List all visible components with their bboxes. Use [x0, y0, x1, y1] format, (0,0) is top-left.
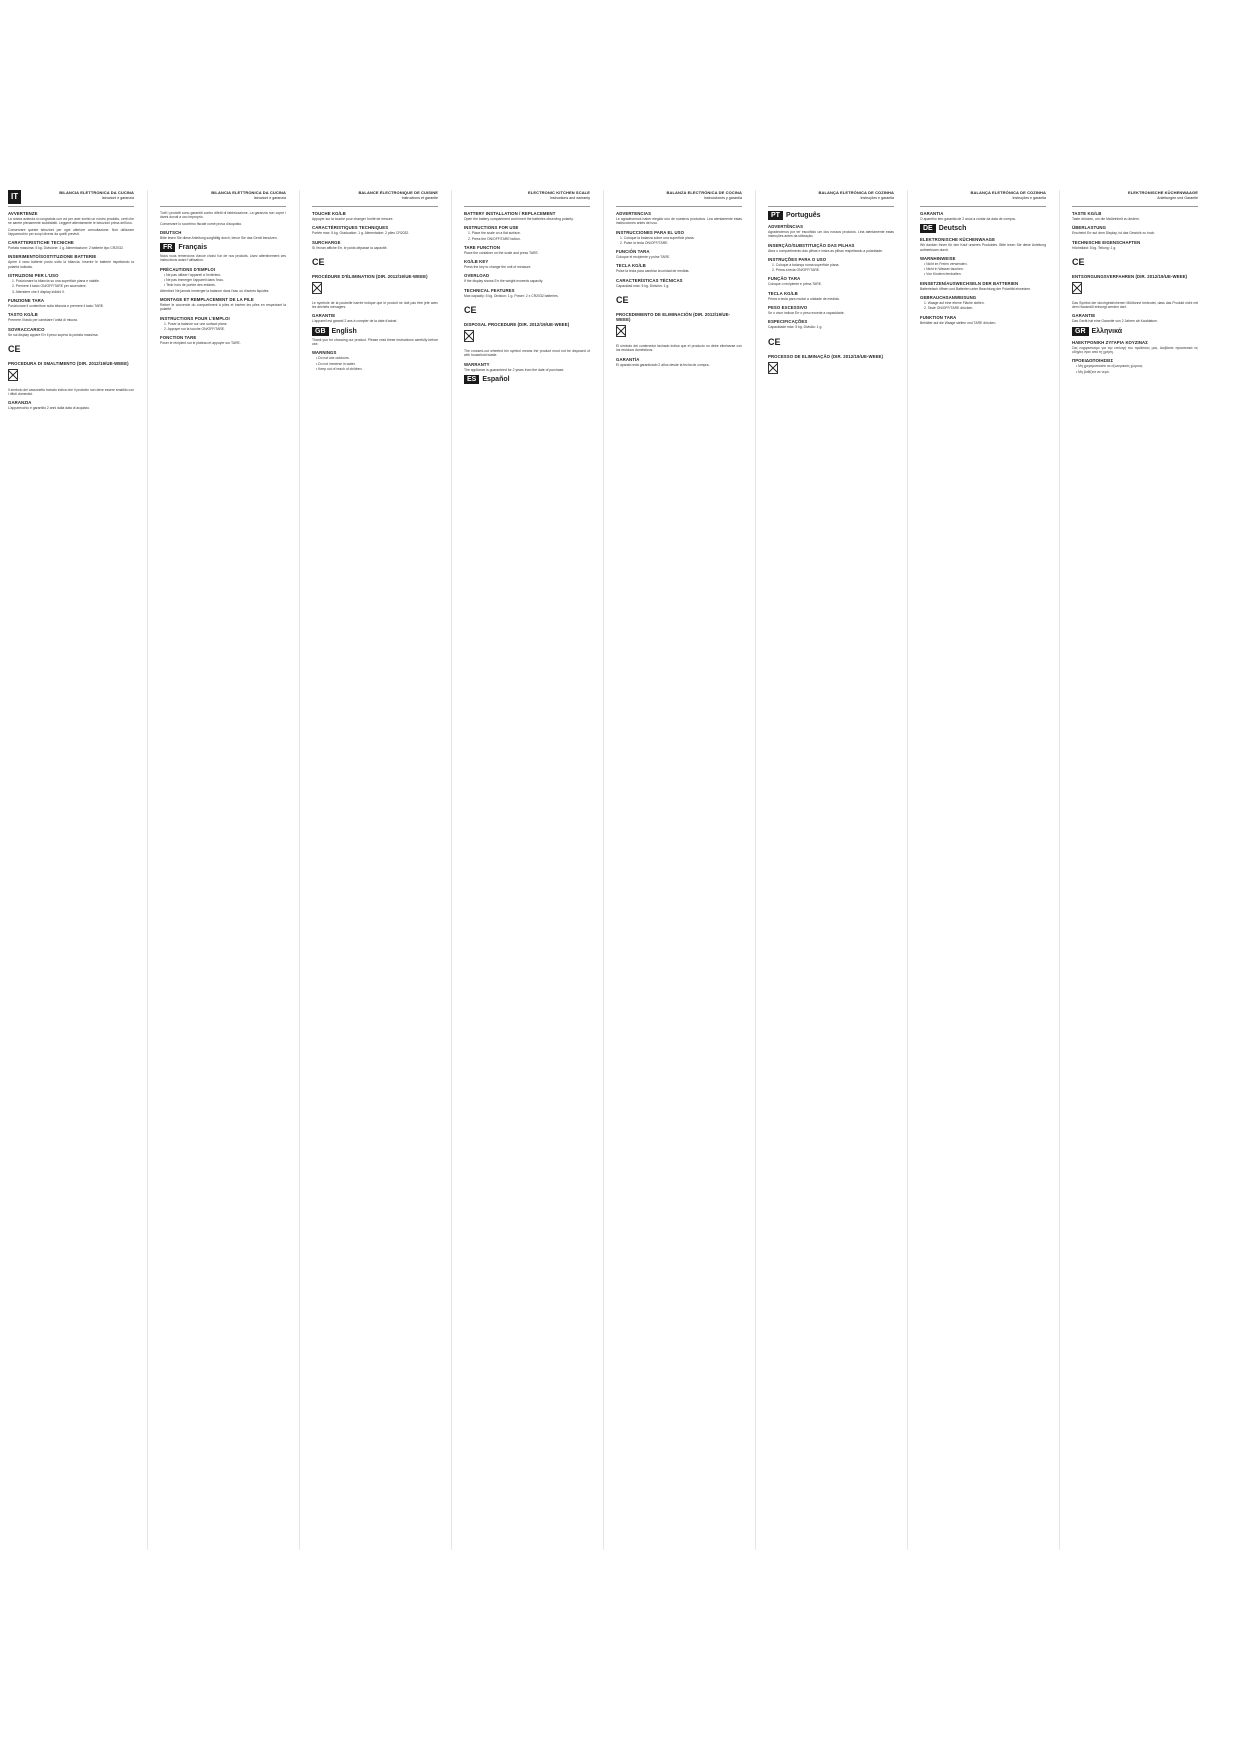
ce-mark-icon: CE: [312, 256, 325, 267]
header-title: ELEKTRONISCHE KÜCHENWAAGE: [1127, 190, 1198, 195]
section-heading: ÜBERLASTUNG: [1072, 225, 1107, 231]
section-heading: ADVERTENCIAS: [616, 211, 652, 216]
list-item: • Von Kindern fernhalten.: [924, 272, 962, 277]
paragraph: Appuyer sur la touche pour changer l'unité de mesure.: [312, 217, 394, 221]
header-subtitle: Instructions et garantie: [401, 196, 438, 200]
paragraph: Prima a tecla para mudar a unidade de medida.: [768, 296, 840, 301]
language-heading: [464, 375, 590, 384]
language-label: Português: [785, 212, 821, 219]
language-code: GR: [1072, 327, 1089, 336]
weee-bin-icon: [616, 325, 626, 337]
leaflet-sheet: [0, 190, 1241, 1550]
section-heading: TASTE KG/LB: [1072, 211, 1102, 216]
list-item: 2. Press the ON/OFF/TARE button.: [468, 236, 521, 241]
list-item: • Tenir hors de portée des enfants.: [164, 283, 216, 288]
paragraph: Höchstlast: 5 kg. Teilung: 1 g.: [1072, 245, 1117, 250]
section-heading: TASTO KG/LB: [8, 312, 38, 318]
section-heading: FUNÇÃO TARA: [768, 276, 801, 282]
header-subtitle: Anleitungen und Garantie: [1157, 196, 1198, 200]
fold-line: [755, 190, 756, 1550]
section-heading: TARE FUNCTION: [464, 244, 501, 250]
column-header: [8, 190, 134, 207]
section-heading: INSTRUCTIONS FOR USE: [464, 225, 519, 231]
paragraph: The crossed-out wheeled bin symbol means the product must not be disposed of with household waste.: [464, 349, 590, 358]
language-heading: [312, 327, 438, 336]
list-item: • Nicht im Freien verwenden.: [924, 261, 968, 266]
language-label: Deutsch: [938, 225, 967, 233]
section-heading: INSERÇÃO/SUBSTITUIÇÃO DAS PILHAS: [768, 242, 855, 248]
page-column: [616, 190, 742, 1550]
paragraph: El símbolo del contenedor tachado indica que el producto no debe eliminarse con los residuos domésticos.: [616, 344, 742, 353]
paragraph: L'apparecchio è garantito 2 anni dalla data di acquisto.: [8, 406, 90, 411]
paragraph: Abra o compartimento das pilhas e insira as pilhas respeitando a polaridade.: [768, 248, 883, 253]
language-label: English: [331, 327, 357, 335]
section-heading: GARANTIA: [920, 211, 944, 216]
header-title: BALANZA ELECTRÓNICA DE COCINA: [666, 190, 742, 195]
language-code: GB: [312, 327, 329, 336]
page-column: [920, 190, 1046, 1550]
language-label: Ελληνικά: [1091, 327, 1123, 335]
section-heading: TECLA KG/LB: [768, 290, 798, 296]
list-item: 1. Poser la balance sur une surface plane.: [164, 321, 228, 326]
paragraph: Bitte lesen Sie diese Anleitung sorgfältig durch, bevor Sie das Gerät benutzen.: [160, 235, 278, 240]
column-header: [768, 190, 894, 207]
list-item: • Nicht in Wasser tauchen.: [924, 267, 964, 272]
section-heading: ΗΛΕΚΤΡΟΝΙΚΗ ΖΥΓΑΡΙΑ ΚΟΥΖΙΝΑΣ: [1072, 339, 1148, 345]
paragraph: Erscheint Err auf dem Display, ist das Gewicht zu hoch.: [1072, 231, 1156, 236]
list-item: 1. Place the scale on a flat surface.: [468, 231, 521, 236]
column-header: [160, 190, 286, 207]
list-item: 2. Prima a tecla ON/OFF/TARE.: [772, 268, 820, 273]
section-heading: PROCÉDURE D'ÉLIMINATION (DIR. 2012/19/UE-WEEE): [312, 273, 428, 279]
weee-bin-icon: [312, 282, 322, 294]
section-heading: BATTERY INSTALLATION / REPLACEMENT: [464, 211, 556, 216]
paragraph: Si l'écran affiche Err, le poids dépasse la capacité.: [312, 245, 388, 250]
section-heading: FUNKTION TARA: [920, 314, 957, 320]
section-heading: DEUTSCH: [160, 229, 182, 235]
paragraph: Attention! Ne jamais immerger la balance dans l'eau ou d'autres liquides.: [160, 288, 270, 293]
paragraph: Conservare lo scontrino fiscale come prova d'acquisto.: [160, 221, 243, 226]
list-item: 1. Posizionare la bilancia su una superficie piana e stabile.: [12, 279, 100, 284]
page-column: [768, 190, 894, 1550]
section-heading: INSTRUCCIONES PARA EL USO: [616, 229, 685, 235]
header-title: BILANCIA ELETTRONICA DA CUCINA: [59, 190, 134, 195]
header-title: BALANÇA ELETRÓNICA DE COZINHA: [818, 190, 894, 195]
section-heading: ADVERTÊNCIAS: [768, 224, 804, 229]
language-label: Français: [178, 244, 208, 252]
paragraph: Coloque el recipiente y pulse TARE.: [616, 255, 671, 260]
section-heading: DISPOSAL PROCEDURE (DIR. 2012/19/UE-WEEE): [464, 322, 570, 328]
language-code: FR: [160, 243, 175, 252]
ce-mark-icon: CE: [768, 336, 781, 347]
ce-mark-icon: CE: [8, 343, 21, 354]
section-heading: GARANTIE: [312, 313, 336, 319]
header-subtitle: Istruzioni e garanzia: [101, 196, 134, 200]
list-item: • Ne pas utiliser l'appareil à l'extérieur.: [164, 272, 222, 277]
section-heading: FUNZIONE TARA: [8, 297, 45, 303]
paragraph: Open the battery compartment and insert the batteries observing polarity.: [464, 217, 574, 221]
section-heading: TOUCHE KG/LB: [312, 211, 346, 216]
paragraph: Conservare queste istruzioni per ogni ulteriore consultazione. Non utilizzare l'apparecchio per scopi diversi da quelli previsti.: [8, 227, 134, 236]
column-header: [464, 190, 590, 207]
header-title: BALANCE ÉLECTRONIQUE DE CUISINE: [358, 190, 438, 195]
section-heading: WARNINGS: [312, 350, 337, 356]
section-heading: FONCTION TARE: [160, 335, 197, 341]
section-heading: WARNHINWEISE: [920, 255, 956, 261]
section-heading: AVVERTENZE: [8, 211, 38, 216]
paragraph: Nous vous remercions d'avoir choisi l'un de nos produits. Lisez attentivement ces instructions avant l'utilisation.: [160, 254, 286, 263]
paragraph: Se o visor indicar Err o peso excede a capacidade.: [768, 311, 845, 316]
section-heading: GARANTÍA: [616, 356, 640, 362]
section-heading: KG/LB KEY: [464, 259, 489, 265]
list-item: 2. Taste ON/OFF/TARE drücken.: [924, 306, 974, 311]
fold-line: [603, 190, 604, 1550]
section-heading: SOVRACCARICO: [8, 326, 45, 332]
list-item: • Keep out of reach of children.: [316, 366, 363, 371]
column-header: [312, 190, 438, 207]
paragraph: Wir danken Ihnen für den Kauf unseres Produktes. Bitte lesen Sie diese Anleitung aufmerksam durch.: [920, 243, 1046, 252]
list-item: 2. Pulse la tecla ON/OFF/TARE.: [620, 240, 669, 245]
header-subtitle: Instruções e garantia: [860, 196, 894, 200]
language-badge: IT: [8, 190, 21, 204]
section-heading: CARACTÉRISTIQUES TECHNIQUES: [312, 225, 389, 231]
paragraph: Max capacity: 5 kg. Division: 1 g. Power: 2 x CR2032 batteries.: [464, 293, 559, 298]
section-heading: TECHNICAL FEATURES: [464, 287, 515, 293]
fold-line: [1059, 190, 1060, 1550]
page-column: [8, 190, 134, 1550]
paragraph: Portée max: 5 kg. Graduation: 1 g. Alimentation: 2 piles CR2032.: [312, 231, 410, 236]
paragraph: Poser le récipient sur le plateau et appuyer sur TARE.: [160, 341, 241, 346]
weee-bin-icon: [1072, 282, 1082, 294]
header-title: ELECTRONIC KITCHEN SCALE: [528, 190, 590, 195]
ce-mark-icon: CE: [464, 305, 477, 316]
paragraph: Batteriefach öffnen und Batterien unter Beachtung der Polarität einsetzen.: [920, 286, 1031, 291]
section-heading: PRÉCAUTIONS D'EMPLOI: [160, 266, 216, 272]
list-item: 1. Waage auf eine ebene Fläche stellen.: [924, 301, 985, 306]
paragraph: Se sul display appare Err il peso supera la portata massima.: [8, 332, 99, 337]
page-column: [312, 190, 438, 1550]
section-heading: EINSETZEN/AUSWECHSELN DER BATTERIEN: [920, 280, 1019, 286]
language-code: ES: [464, 375, 479, 384]
paragraph: Premere il tasto per cambiare l'unità di misura.: [8, 318, 78, 323]
section-heading: PROCESSO DE ELIMINAÇÃO (DIR. 2012/19/UE-WEEE): [768, 353, 884, 359]
section-heading: TECHNISCHE EIGENSCHAFTEN: [1072, 239, 1141, 245]
page-column: [160, 190, 286, 1550]
list-item: • Do not use outdoors.: [316, 356, 350, 361]
paragraph: Le symbole de la poubelle barrée indique que le produit ne doit pas être jeté avec les déchets ménagers.: [312, 300, 438, 310]
section-heading: OVERLOAD: [464, 273, 490, 279]
section-heading: WARRANTY: [464, 361, 490, 367]
fold-line: [451, 190, 452, 1550]
section-heading: ENTSORGUNGSVERFAHREN (DIR. 2012/19/UE-WEEE): [1072, 273, 1188, 279]
section-heading: ESPECIFICAÇÕES: [768, 319, 808, 325]
fold-line: [147, 190, 148, 1550]
section-heading: GARANTIE: [1072, 313, 1096, 319]
column-header: [616, 190, 742, 207]
paragraph: Pulse la tecla para cambiar la unidad de medida.: [616, 269, 690, 274]
fold-line: [907, 190, 908, 1550]
page-column: [464, 190, 590, 1550]
paragraph: Taste drücken, um die Maßeinheit zu ändern.: [1072, 217, 1140, 221]
language-heading: [920, 224, 1046, 233]
list-item: 1. Coloque a balança numa superfície plana.: [772, 262, 840, 267]
list-item: • Do not immerse in water.: [316, 361, 356, 366]
list-item: • Μη χρησιμοποιείτε σε εξωτερικούς χώρους.: [1076, 364, 1144, 369]
paragraph: L'appareil est garanti 2 ans à compter de la date d'achat.: [312, 319, 398, 324]
paragraph: Le agradecemos haber elegido uno de nuestros productos. Lea atentamente estas instrucciones antes del uso.: [616, 217, 742, 226]
paragraph: The appliance is guaranteed for 2 years from the date of purchase.: [464, 367, 565, 372]
list-item: 1. Coloque la balanza sobre una superficie plana.: [620, 235, 695, 240]
section-heading: INSTRUÇÕES PARA O USO: [768, 256, 827, 262]
paragraph: El aparato está garantizado 2 años desde la fecha de compra.: [616, 362, 710, 367]
section-heading: ELEKTRONISCHE KÜCHENWAAGE: [920, 237, 996, 243]
paragraph: Agradecemos por ter escolhido um dos nossos produtos. Leia atentamente estas instruções antes da utilização.: [768, 230, 894, 239]
paragraph: Coloque o recipiente e prima TARE.: [768, 282, 822, 287]
section-heading: CARACTERÍSTICAS TÉCNICAS: [616, 277, 683, 283]
paragraph: Das Gerät hat eine Garantie von 2 Jahren ab Kaufdatum.: [1072, 319, 1158, 324]
weee-bin-icon: [8, 369, 18, 381]
section-heading: ΠΡΟΕΙΔΟΠΟΙΗΣΕΙΣ: [1072, 358, 1114, 364]
paragraph: Thank you for choosing our product. Please read these instructions carefully before use.: [312, 337, 438, 347]
section-heading: PROCEDIMIENTO DE ELIMINACIÓN (DIR. 2012/19/UE-WEEE): [616, 312, 731, 323]
header-subtitle: Instrucciones y garantía: [703, 196, 742, 200]
language-label: Español: [482, 375, 510, 383]
section-heading: ISTRUZIONI PER L'USO: [8, 273, 59, 279]
header-title: BILANCIA ELETTRONICA DA CUCINA: [211, 190, 286, 195]
page-column: [1072, 190, 1198, 1550]
paragraph: Capacidade máx: 5 kg. Divisão: 1 g.: [768, 325, 823, 330]
weee-bin-icon: [464, 330, 474, 342]
language-code: PT: [768, 211, 783, 220]
language-heading: [1072, 327, 1198, 336]
ce-mark-icon: CE: [1072, 256, 1085, 267]
paragraph: Σας ευχαριστούμε για την επιλογή του προϊόντος μας. Διαβάστε προσεκτικά τις οδηγίες πριν από τη χρήση.: [1072, 345, 1198, 355]
paragraph: Posizionare il contenitore sulla bilancia e premere il tasto TARE.: [8, 303, 104, 308]
paragraph: Portata massima: 5 kg. Divisione: 1 g. Alimentazione: 2 batterie tipo CR2032.: [8, 246, 124, 251]
section-heading: GEBRAUCHSANWEISUNG: [920, 295, 977, 301]
section-heading: CARATTERISTICHE TECNICHE: [8, 240, 74, 246]
paragraph: Place the container on the scale and press TARE.: [464, 250, 539, 255]
paragraph: Il simbolo del cassonetto barrato indica che il prodotto non deve essere smaltito con i rifiuti domestici.: [8, 387, 134, 397]
weee-bin-icon: [768, 362, 778, 374]
paragraph: La nostra azienda si congratula con voi per aver scelto un nostro prodotto, certi che ne sarete pienamente soddisfatti. Leggere attentamente le istruzioni prima dell'uso.: [8, 217, 134, 226]
list-item: • Ne pas immerger l'appareil dans l'eau.: [164, 278, 224, 283]
section-heading: GARANZIA: [8, 400, 32, 406]
paragraph: Behälter auf die Waage stellen und TARE drücken.: [920, 320, 997, 325]
section-heading: PROCEDURA DI SMALTIMENTO (DIR. 2012/19/UE-WEEE): [8, 360, 129, 366]
language-heading: [768, 211, 894, 220]
paragraph: O aparelho tem garantia de 2 anos a contar da data de compra.: [920, 217, 1016, 221]
header-subtitle: Istruzioni e garanzia: [253, 196, 286, 200]
section-heading: FUNCIÓN TARA: [616, 249, 650, 255]
column-header: [920, 190, 1046, 207]
paragraph: Tutti i prodotti sono garantiti contro difetti di fabbricazione. La garanzia non copre i danni dovuti a uso improprio.: [160, 211, 286, 220]
section-heading: MONTAGE ET REMPLACEMENT DE LA PILE: [160, 296, 254, 302]
header-title: BALANÇA ELETRÓNICA DE COZINHA: [970, 190, 1046, 195]
section-heading: INSERIMENTO/SOSTITUZIONE BATTERIE: [8, 254, 97, 260]
language-code: DE: [920, 224, 936, 233]
list-item: • Μη βυθίζετε σε νερό.: [1076, 369, 1110, 374]
section-heading: TECLA KG/LB: [616, 263, 646, 269]
paragraph: Press the key to change the unit of measure.: [464, 265, 532, 270]
header-subtitle: Instructions and warranty: [549, 196, 590, 200]
paragraph: Das Symbol der durchgestrichenen Mülltonne bedeutet, dass das Produkt nicht mit dem Hausmüll entsorgt werden darf.: [1072, 300, 1198, 310]
section-heading: INSTRUCTIONS POUR L'EMPLOI: [160, 315, 230, 321]
fold-line: [299, 190, 300, 1550]
ce-mark-icon: CE: [616, 295, 629, 306]
paragraph: Aprire il vano batterie posto sotto la bilancia. Inserire le batterie rispettando la polarità indicata.: [8, 260, 134, 269]
header-subtitle: Instruções e garantia: [1012, 196, 1046, 200]
list-item: 2. Appuyer sur la touche ON/OFF/TARE.: [164, 326, 225, 331]
section-heading: SURCHARGE: [312, 239, 341, 245]
paragraph: If the display shows Err the weight exceeds capacity.: [464, 279, 544, 284]
paragraph: Capacidad máx: 5 kg. División: 1 g.: [616, 283, 670, 288]
list-item: 2. Premere il tasto ON/OFF/TARE per accendere.: [12, 284, 87, 289]
list-item: 3. Attendere che il display indichi 0.: [12, 289, 65, 294]
column-header: [1072, 190, 1198, 207]
section-heading: PESO EXCESSIVO: [768, 305, 808, 311]
paragraph: Retirer le couvercle du compartiment à piles et insérer les piles en respectant la polarité.: [160, 302, 286, 312]
language-heading: [160, 243, 286, 252]
